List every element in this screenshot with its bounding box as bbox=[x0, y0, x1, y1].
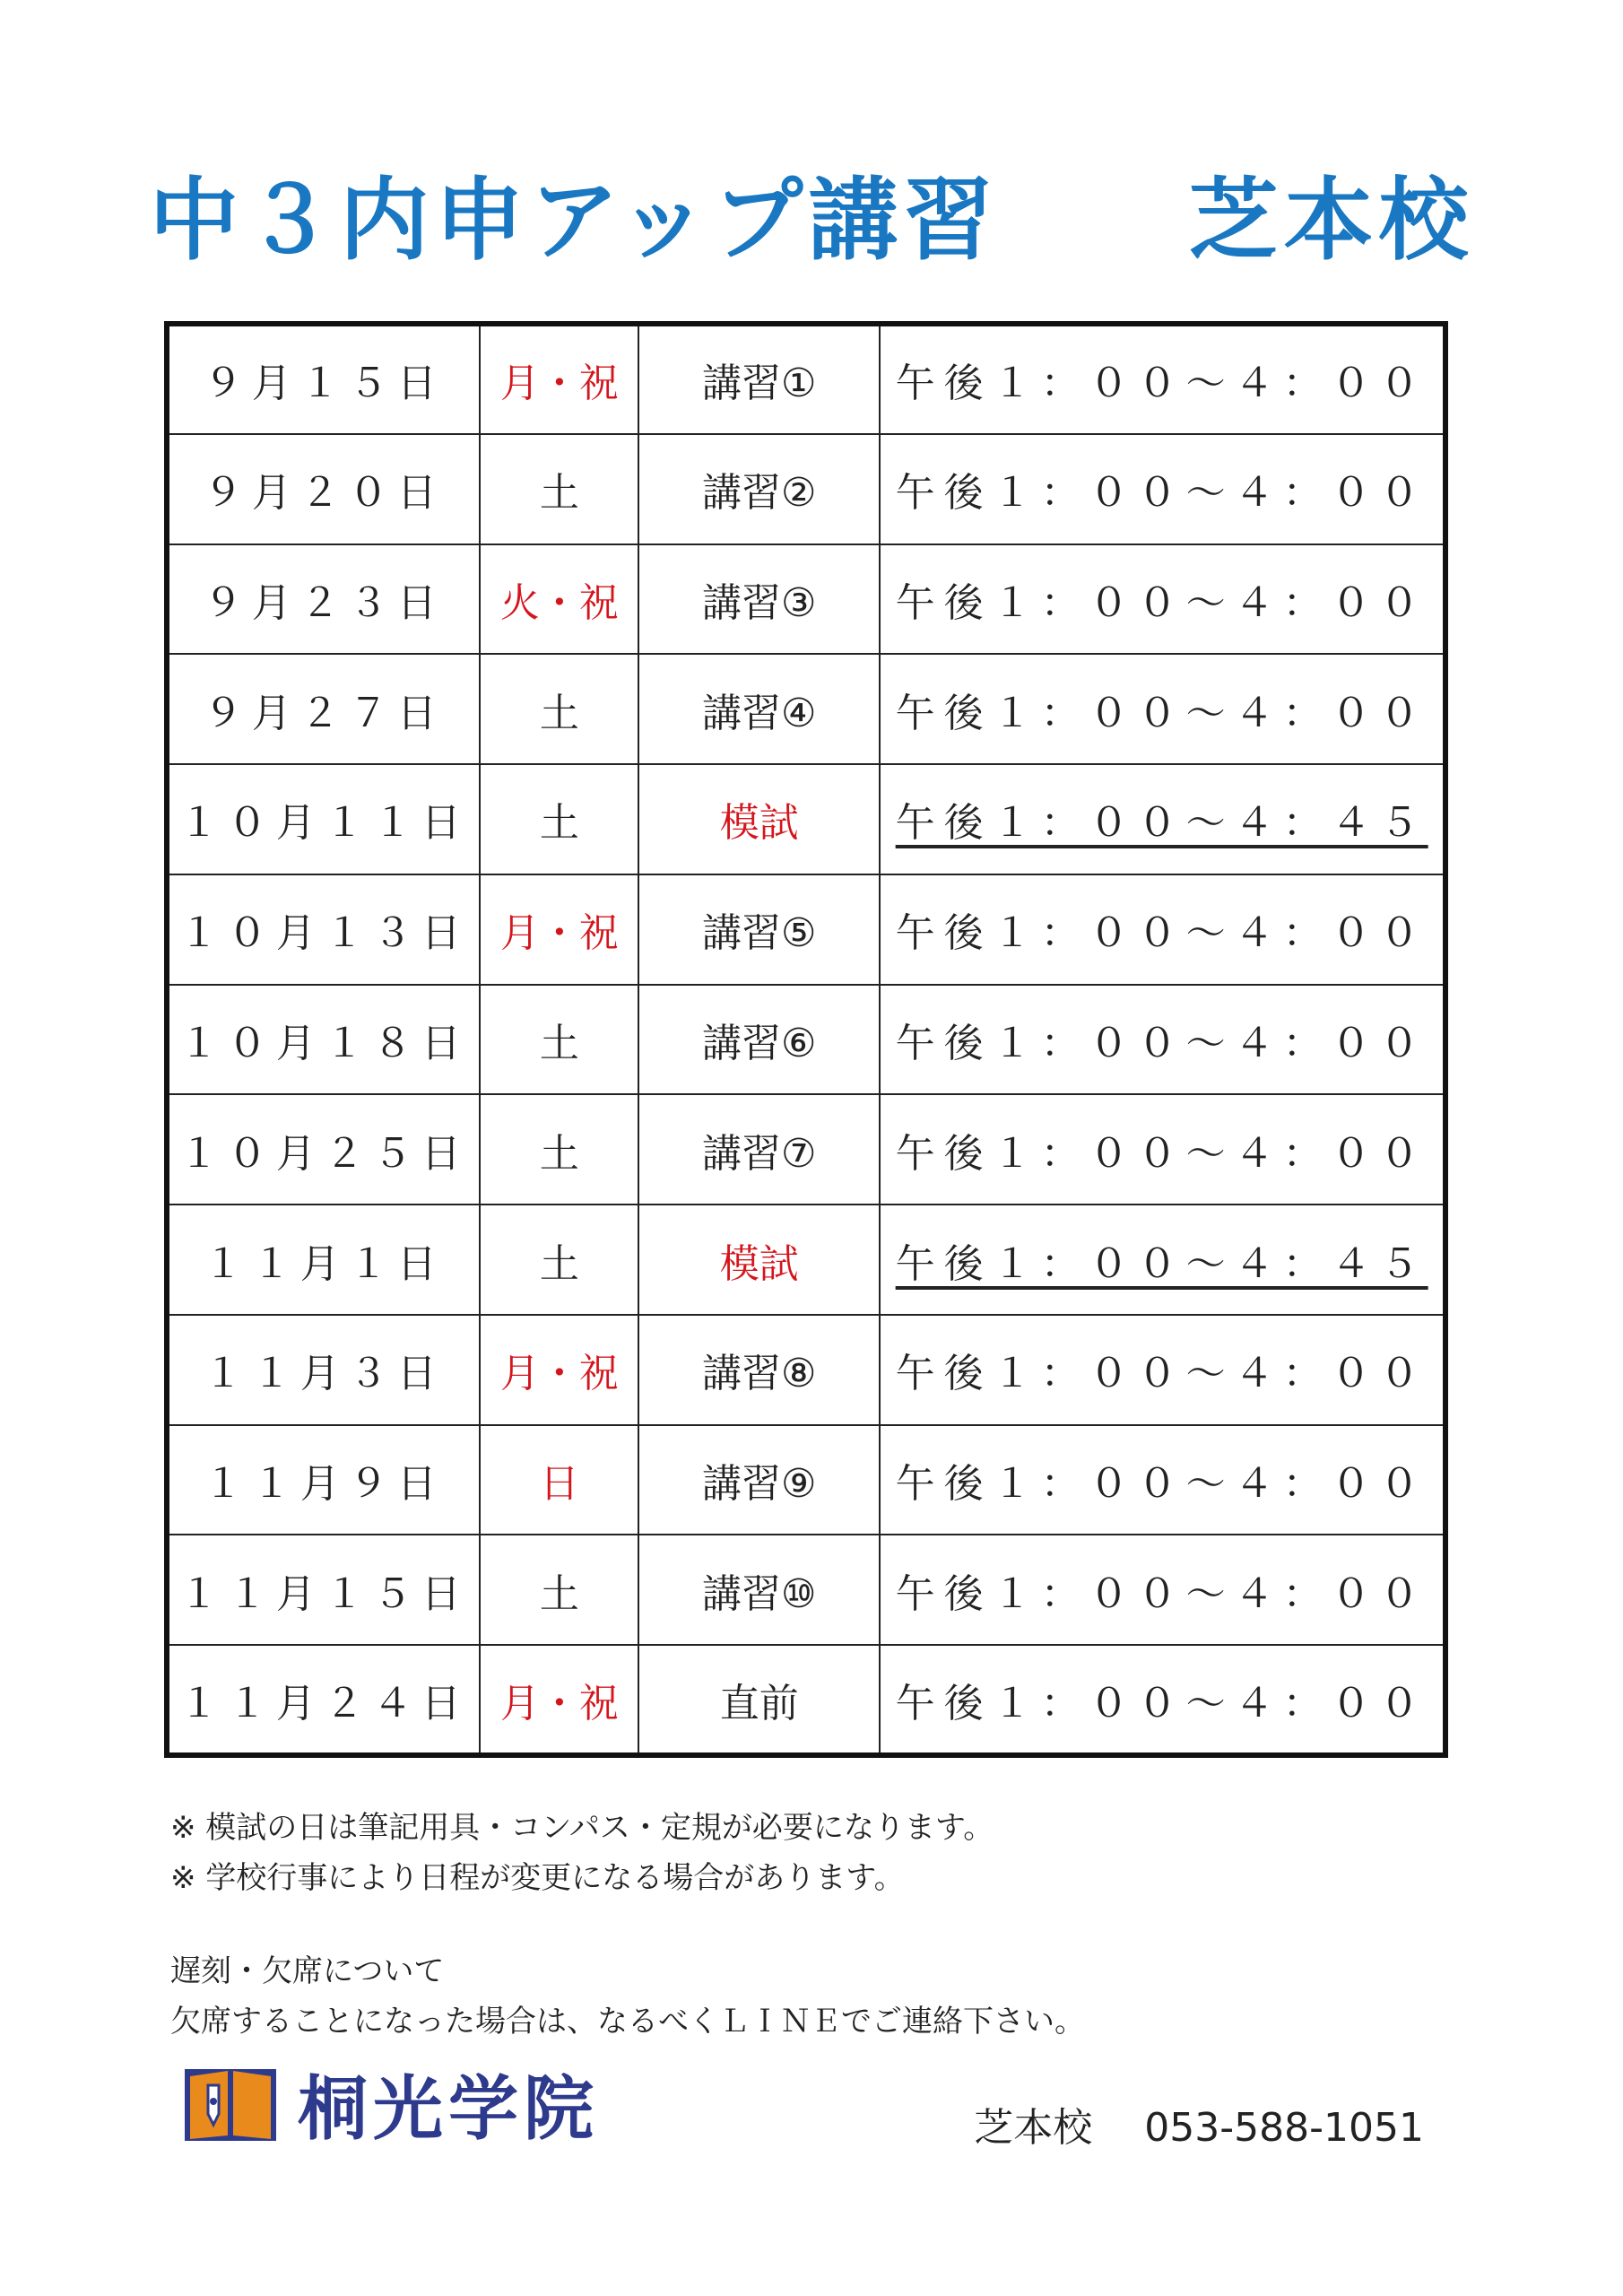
day-cell bbox=[480, 985, 638, 1095]
note-item: ※ 模試の日は筆記用具・コンパス・定規が必要になります。 bbox=[170, 1810, 994, 1846]
session-cell bbox=[638, 1205, 880, 1315]
date-cell-text: ９月１５日 bbox=[203, 361, 446, 407]
day-cell-text: 火・祝 bbox=[499, 579, 619, 626]
session-cell bbox=[638, 764, 880, 874]
time-cell bbox=[880, 1425, 1445, 1535]
session-cell bbox=[638, 1535, 880, 1645]
session-cell-text: 講習⑤ bbox=[702, 910, 817, 957]
date-cell bbox=[167, 544, 480, 655]
day-cell-text: 土 bbox=[539, 1570, 579, 1617]
day-cell-text: 月・祝 bbox=[499, 910, 619, 957]
day-cell-text: 土 bbox=[539, 1240, 579, 1287]
session-cell-text: 講習① bbox=[702, 361, 817, 407]
session-cell bbox=[638, 324, 880, 434]
time-cell-text: 午後１：００～４：００ bbox=[895, 361, 1428, 407]
date-cell-text: １１月３日 bbox=[203, 1351, 446, 1397]
day-cell bbox=[480, 434, 638, 544]
time-cell bbox=[880, 1315, 1445, 1425]
day-cell bbox=[480, 1535, 638, 1645]
date-cell-text: １０月１８日 bbox=[178, 1020, 470, 1066]
date-cell-text: ９月２３日 bbox=[203, 579, 446, 626]
date-cell-text: ９月２０日 bbox=[203, 470, 446, 517]
day-cell bbox=[480, 764, 638, 874]
session-cell bbox=[638, 1315, 880, 1425]
day-cell bbox=[480, 324, 638, 434]
schedule-row bbox=[167, 434, 1445, 544]
session-cell bbox=[638, 654, 880, 764]
time-cell-text: 午後１：００～４：００ bbox=[895, 1680, 1428, 1726]
date-cell bbox=[167, 1645, 480, 1755]
day-cell-text: 土 bbox=[539, 800, 579, 847]
schedule-row bbox=[167, 985, 1445, 1095]
day-cell-text: 土 bbox=[539, 470, 579, 517]
date-cell bbox=[167, 985, 480, 1095]
time-cell bbox=[880, 654, 1445, 764]
day-cell-text: 月・祝 bbox=[499, 361, 619, 407]
time-cell bbox=[880, 434, 1445, 544]
session-cell bbox=[638, 1425, 880, 1535]
day-cell-text: 日 bbox=[539, 1461, 579, 1508]
schedule-row bbox=[167, 654, 1445, 764]
time-cell bbox=[880, 1645, 1445, 1755]
session-cell bbox=[638, 544, 880, 655]
day-cell bbox=[480, 874, 638, 985]
day-cell-text: 月・祝 bbox=[499, 1680, 619, 1726]
schedule-row bbox=[167, 544, 1445, 655]
logo-text: 桐光学院 bbox=[298, 2069, 600, 2150]
schedule-row bbox=[167, 874, 1445, 985]
date-cell bbox=[167, 324, 480, 434]
logo bbox=[181, 2054, 599, 2152]
contact-heading: 遅刻・欠席について bbox=[170, 1953, 445, 1989]
session-cell-text: 講習④ bbox=[702, 690, 817, 736]
schedule-row bbox=[167, 1425, 1445, 1535]
date-cell-text: １１月１日 bbox=[203, 1240, 446, 1287]
session-cell bbox=[638, 985, 880, 1095]
day-cell bbox=[480, 1205, 638, 1315]
date-cell-text: １１月１５日 bbox=[178, 1570, 470, 1617]
book-pen-icon bbox=[181, 2058, 280, 2148]
date-cell bbox=[167, 1205, 480, 1315]
session-cell-text: 模試 bbox=[719, 1240, 799, 1287]
time-cell-text: 午後１：００～４：００ bbox=[895, 910, 1428, 957]
day-cell-text: 土 bbox=[539, 1130, 579, 1177]
date-cell-text: １０月１１日 bbox=[178, 800, 470, 847]
session-cell bbox=[638, 434, 880, 544]
session-cell-text: 講習⑩ bbox=[702, 1570, 817, 1617]
session-cell-text: 講習⑨ bbox=[702, 1461, 817, 1508]
schedule-row bbox=[167, 324, 1445, 434]
day-cell bbox=[480, 1315, 638, 1425]
session-cell-text: 講習⑦ bbox=[702, 1130, 817, 1177]
schedule-row bbox=[167, 1645, 1445, 1755]
time-cell-text: 午後１：００～４：００ bbox=[895, 470, 1428, 517]
time-cell bbox=[880, 544, 1445, 655]
time-cell-text: 午後１：００～４：００ bbox=[895, 1461, 1428, 1508]
date-cell bbox=[167, 1315, 480, 1425]
time-cell bbox=[880, 1535, 1445, 1645]
date-cell bbox=[167, 1094, 480, 1205]
session-cell-text: 模試 bbox=[719, 800, 799, 847]
contact-body: 欠席することになった場合は、なるべくＬＩＮＥでご連絡下さい。 bbox=[170, 2004, 1085, 2039]
session-cell-text: 講習② bbox=[702, 470, 817, 517]
schedule-row bbox=[167, 1094, 1445, 1205]
school-contact bbox=[974, 2095, 1424, 2152]
schedule-row bbox=[167, 1535, 1445, 1645]
time-cell-text: 午後１：００～４：００ bbox=[895, 690, 1428, 736]
schedule-row bbox=[167, 1205, 1445, 1315]
day-cell bbox=[480, 544, 638, 655]
contact-info bbox=[170, 1946, 1085, 2047]
time-cell-text: 午後１：００～４：４５ bbox=[895, 1240, 1428, 1287]
day-cell bbox=[480, 1425, 638, 1535]
date-cell bbox=[167, 434, 480, 544]
time-cell bbox=[880, 874, 1445, 985]
time-cell bbox=[880, 764, 1445, 874]
time-cell bbox=[880, 1094, 1445, 1205]
date-cell-text: １１月９日 bbox=[203, 1461, 446, 1508]
date-cell bbox=[167, 1425, 480, 1535]
day-cell bbox=[480, 1645, 638, 1755]
schedule-row bbox=[167, 1315, 1445, 1425]
session-cell-text: 講習③ bbox=[702, 579, 817, 626]
date-cell bbox=[167, 874, 480, 985]
day-cell-text: 土 bbox=[539, 1020, 579, 1066]
time-cell-text: 午後１：００～４：００ bbox=[895, 1020, 1428, 1066]
session-cell-text: 直前 bbox=[719, 1680, 799, 1726]
school-phone: 053-588-1051 bbox=[1144, 2105, 1424, 2151]
date-cell-text: ９月２７日 bbox=[203, 690, 446, 736]
session-cell bbox=[638, 1645, 880, 1755]
school-branch: 芝本校 bbox=[974, 2105, 1093, 2151]
day-cell-text: 月・祝 bbox=[499, 1351, 619, 1397]
date-cell-text: １１月２４日 bbox=[178, 1680, 470, 1726]
notes bbox=[170, 1803, 994, 1903]
day-cell-text: 土 bbox=[539, 690, 579, 736]
day-cell bbox=[480, 1094, 638, 1205]
time-cell-text: 午後１：００～４：００ bbox=[895, 1570, 1428, 1617]
time-cell-text: 午後１：００～４：００ bbox=[895, 1130, 1428, 1177]
time-cell-text: 午後１：００～４：４５ bbox=[895, 800, 1428, 847]
session-cell-text: 講習⑧ bbox=[702, 1351, 817, 1397]
page-title: 中３内申アップ講習 芝本校 bbox=[149, 168, 1474, 273]
date-cell bbox=[167, 1535, 480, 1645]
session-cell bbox=[638, 1094, 880, 1205]
date-cell bbox=[167, 654, 480, 764]
time-cell-text: 午後１：００～４：００ bbox=[895, 1351, 1428, 1397]
date-cell-text: １０月１３日 bbox=[178, 910, 470, 957]
time-cell bbox=[880, 985, 1445, 1095]
schedule-row bbox=[167, 764, 1445, 874]
note-item: ※ 学校行事により日程が変更になる場合があります。 bbox=[170, 1860, 905, 1896]
date-cell-text: １０月２５日 bbox=[178, 1130, 470, 1177]
time-cell-text: 午後１：００～４：００ bbox=[895, 579, 1428, 626]
time-cell bbox=[880, 1205, 1445, 1315]
date-cell bbox=[167, 764, 480, 874]
schedule-table bbox=[164, 321, 1448, 1758]
session-cell-text: 講習⑥ bbox=[702, 1020, 817, 1066]
time-cell bbox=[880, 324, 1445, 434]
schedule-body bbox=[167, 324, 1445, 1755]
session-cell bbox=[638, 874, 880, 985]
day-cell bbox=[480, 654, 638, 764]
